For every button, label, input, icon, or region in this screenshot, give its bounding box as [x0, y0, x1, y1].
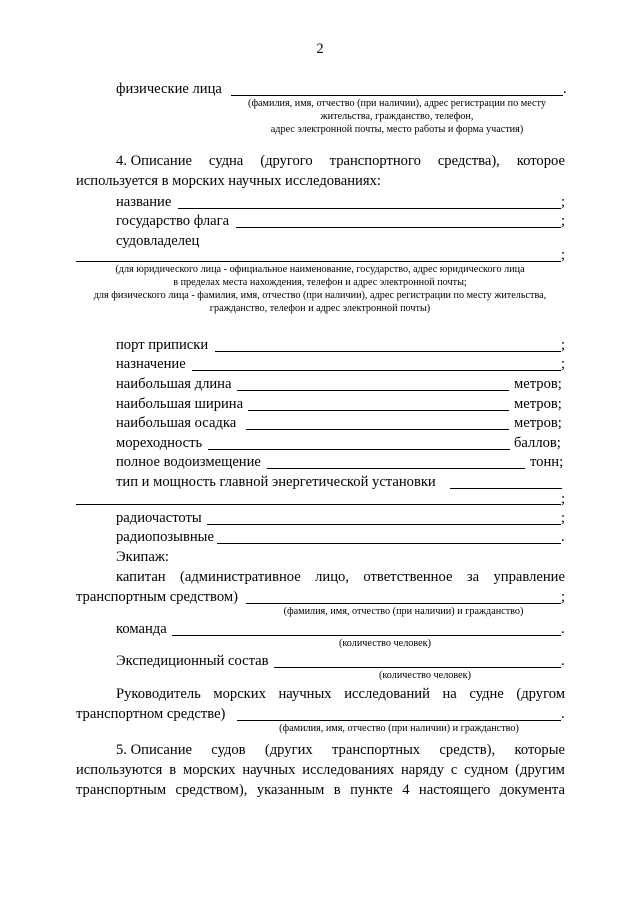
- shipowner-label: судовладелец: [116, 233, 200, 249]
- max-length-field[interactable]: [237, 390, 509, 391]
- expedition-end: .: [561, 653, 565, 669]
- crew-label: Экипаж:: [116, 549, 169, 565]
- expedition-label: Экспедиционный состав: [116, 653, 269, 669]
- purpose-label: назначение: [116, 356, 186, 372]
- call-signs-field[interactable]: [217, 543, 561, 544]
- shipowner-hint-4: гражданство, телефон и адрес электронной почты): [209, 303, 431, 314]
- max-draft-field[interactable]: [246, 429, 509, 430]
- captain-field[interactable]: [246, 603, 561, 604]
- home-port-label: порт приписки: [116, 337, 209, 353]
- max-width-field[interactable]: [248, 410, 509, 411]
- team-hint: (количество человек): [338, 638, 431, 649]
- max-draft-label: наибольшая осадка: [116, 415, 237, 431]
- radio-frequencies-field[interactable]: [207, 524, 561, 525]
- radio-frequencies-end: ;: [561, 510, 566, 526]
- shipowner-hint-2: в пределах места нахождения, телефон и адрес электронной почты;: [173, 277, 467, 288]
- engine-field-line2[interactable]: [76, 504, 561, 505]
- team-end: .: [561, 621, 565, 637]
- page-number: 2: [316, 41, 324, 57]
- team-field[interactable]: [172, 635, 561, 636]
- captain-line2: транспортным средством): [76, 589, 238, 605]
- shipowner-field[interactable]: [76, 261, 561, 262]
- radio-frequencies-label: радиочастоты: [116, 510, 202, 526]
- purpose-field[interactable]: [192, 370, 561, 371]
- shipowner-end: ;: [561, 247, 566, 263]
- individuals-hint-1: (фамилия, имя, отчество (при наличии), адрес регистрации по месту: [248, 98, 546, 109]
- captain-hint: (фамилия, имя, отчество (при наличии) и гражданство): [283, 606, 524, 617]
- team-label: команда: [116, 621, 167, 637]
- max-length-unit: метров;: [514, 376, 562, 392]
- individuals-fill-line[interactable]: [231, 95, 563, 96]
- individuals-hint-3: адрес электронной почты, место работы и форма участия): [270, 124, 524, 135]
- individuals-end: .: [563, 81, 567, 97]
- vessel-name-label: название: [116, 194, 172, 210]
- max-length-label: наибольшая длина: [116, 376, 232, 392]
- home-port-end: ;: [561, 337, 566, 353]
- leader-end: .: [561, 706, 565, 722]
- seaworthiness-field[interactable]: [208, 449, 510, 450]
- engine-field-line1[interactable]: [450, 488, 562, 489]
- individuals-hint-2: жительства, гражданство, телефон,: [320, 111, 474, 122]
- captain-end: ;: [561, 589, 566, 605]
- section4-heading-line2: используется в морских научных исследованиях:: [76, 173, 381, 189]
- section4-heading-line1: 4. Описание судна (другого транспортного средства), которое: [116, 153, 565, 169]
- individuals-label: физические лица: [116, 81, 222, 97]
- vessel-name-end: ;: [561, 194, 566, 210]
- shipowner-hint-3: для физического лица - фамилия, имя, отчество (при наличии), адрес регистрации по месту жительства,: [93, 290, 547, 301]
- expedition-field[interactable]: [274, 667, 561, 668]
- section5-line3: транспортным средством), указанным в пункте 4 настоящего документа: [76, 782, 565, 798]
- seaworthiness-label: мореходность: [116, 435, 203, 451]
- engine-end: ;: [561, 491, 566, 507]
- call-signs-label: радиопозывные: [116, 529, 214, 545]
- section5-line1: 5. Описание судов (других транспортных средств), которые: [116, 742, 565, 758]
- vessel-name-field[interactable]: [178, 208, 561, 209]
- purpose-end: ;: [561, 356, 566, 372]
- displacement-unit: тонн;: [530, 454, 564, 470]
- section5-line2: используются в морских научных исследованиях наряду с судном (другим: [76, 762, 565, 778]
- captain-line1: капитан (административное лицо, ответственное за управление: [116, 569, 565, 585]
- max-width-unit: метров;: [514, 396, 562, 412]
- expedition-hint: (количество человек): [378, 670, 471, 681]
- home-port-field[interactable]: [215, 351, 561, 352]
- leader-hint: (фамилия, имя, отчество (при наличии) и гражданство): [279, 723, 519, 734]
- leader-line2: транспортном средстве): [76, 706, 226, 722]
- engine-label: тип и мощность главной энергетической установки: [116, 474, 436, 490]
- leader-field[interactable]: [237, 720, 561, 721]
- displacement-field[interactable]: [267, 468, 525, 469]
- shipowner-hint-1: (для юридического лица - официальное наименование, государство, адрес юридического лица: [115, 264, 525, 275]
- displacement-label: полное водоизмещение: [116, 454, 261, 470]
- max-draft-unit: метров;: [514, 415, 562, 431]
- flag-state-end: ;: [561, 213, 566, 229]
- call-signs-end: .: [561, 529, 565, 545]
- max-width-label: наибольшая ширина: [116, 396, 244, 412]
- seaworthiness-unit: баллов;: [514, 435, 561, 451]
- leader-line1: Руководитель морских научных исследований на судне (другом: [116, 686, 565, 702]
- flag-state-field[interactable]: [236, 227, 561, 228]
- flag-state-label: государство флага: [116, 213, 230, 229]
